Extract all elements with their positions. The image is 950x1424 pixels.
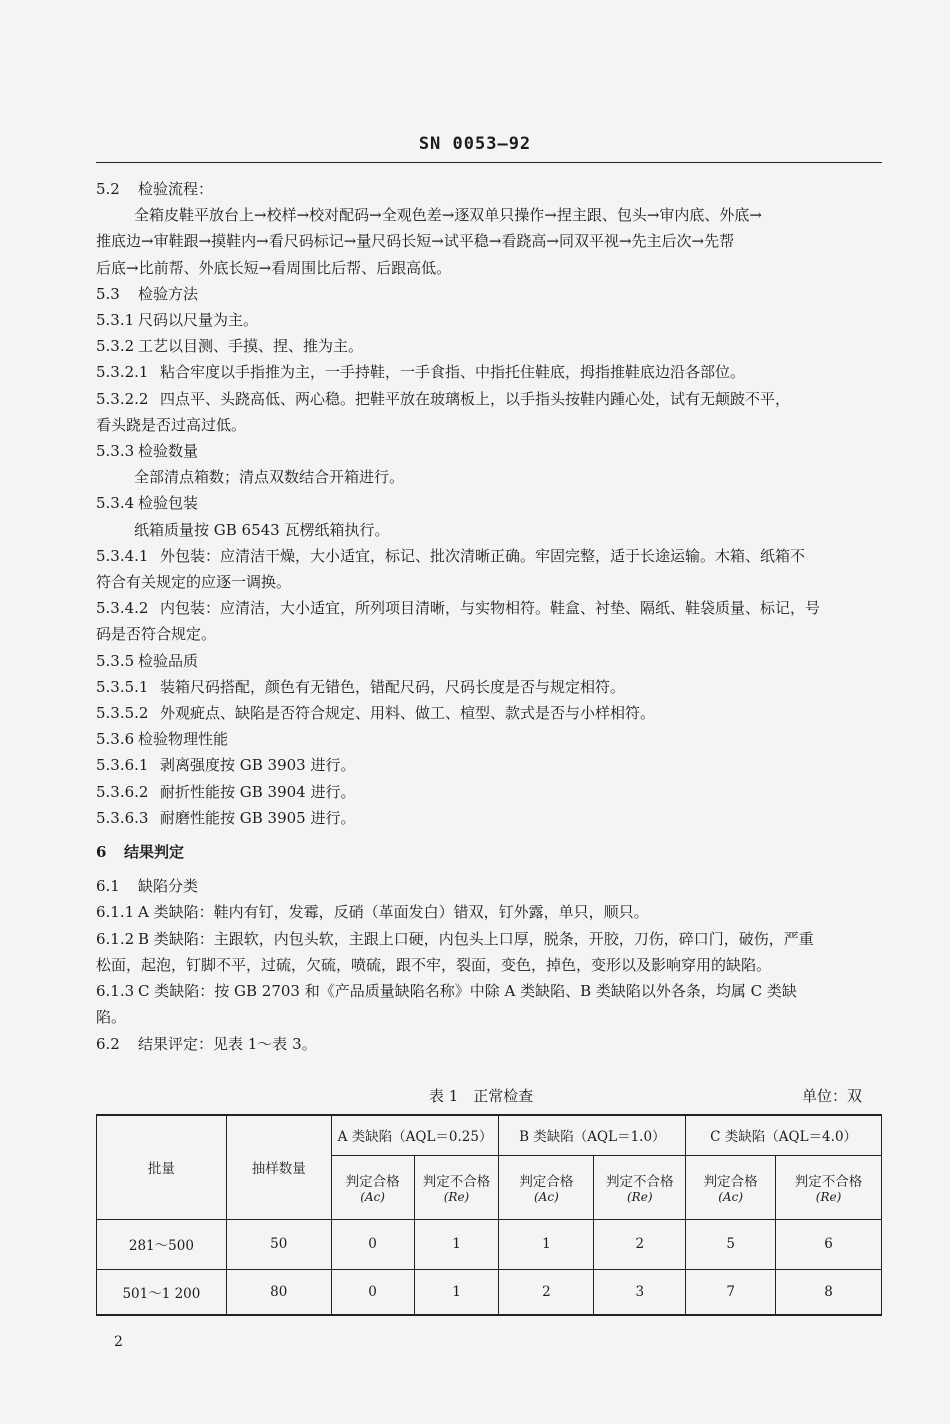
header-reject: 判定不合格 (Re) [414,1155,499,1219]
section-5-3-5: 5.3.5 检验品质 [96,651,199,670]
cell-a-ac: 0 [331,1269,414,1315]
section-5-3-2-1: 5.3.2.1 粘合牢度以手指推为主，一手持鞋，一手食指、中指托住鞋底，拇指推鞋底边沿各部位。 [96,363,746,382]
section-5-3-4: 5.3.4 检验包装 [96,494,199,513]
paragraph-line: 陷。 [96,1008,127,1027]
paragraph-line: 全箱皮鞋平放台上→校样→校对配码→全观色差→逐双单只操作→捏主跟、包头→审内底、外底→ [134,206,762,225]
table-caption [96,1085,882,1109]
table-title: 表 1 正常检查 [429,1087,534,1105]
section-6-1-1: 6.1.1 A 类缺陷：鞋内有钉，发霉，反硝（革面发白）错双，钉外露，单只，顺只。 [96,903,649,922]
cell-b-re: 3 [594,1269,686,1315]
cell-c-re: 8 [776,1269,882,1315]
section-5-3-6-2: 5.3.6.2 耐折性能按 GB 3904 进行。 [96,782,356,801]
section-5-3-5-1: 5.3.5.1 装箱尺码搭配，颜色有无错色，错配尺码，尺码长度是否与规定相符。 [96,677,626,696]
section-5-3-3: 5.3.3 检验数量 [96,442,199,461]
section-5-3-6: 5.3.6 检验物理性能 [96,730,229,749]
section-5-2: 5.2 检验流程： [96,180,214,198]
paragraph-line: 推底边→审鞋跟→摸鞋内→看尺码标记→量尺码长短→试平稳→看跷高→同双平视→先主后次→先帮 [96,232,735,251]
document-body [96,176,886,1057]
header-sample: 抽样数量 [226,1115,331,1219]
section-6-1: 6.1 缺陷分类 [96,877,199,896]
cell-b-re: 2 [594,1219,686,1269]
paragraph-line: 全部清点箱数；清点双数结合开箱进行。 [134,468,405,487]
section-6-1-2: 6.1.2 B 类缺陷：主跟软，内包头软，主跟上口硬，内包头上口厚，脱条，开胶，刀伤，碎口门，破伤，严重 [96,929,814,948]
section-6-2: 6.2 结果评定：见表 1～表 3。 [96,1034,317,1053]
section-5-3-2-2: 5.3.2.2 四点平、头跷高低、两心稳。把鞋平放在玻璃板上，以手指头按鞋内踵心处，试有无颠跛不平， [96,389,791,408]
cell-batch: 501～1 200 [97,1269,227,1315]
table-unit: 单位：双 [801,1087,862,1105]
page-number: 2 [114,1334,123,1350]
header-accept: 判定合格 (Ac) [686,1155,776,1219]
section-5-3: 5.3 检验方法 [96,284,199,303]
header-rule [96,162,882,163]
table-header-row [97,1115,882,1155]
cell-c-ac: 7 [686,1269,776,1315]
header-group-c: C 类缺陷（AQL＝4.0） [686,1115,882,1155]
section-5-3-4-1: 5.3.4.1 外包装：应清洁干燥，大小适宜，标记、批次清晰正确。牢固完整，适于长途运输。木箱、纸箱不 [96,546,806,565]
section-5-3-1: 5.3.1 尺码以尺量为主。 [96,311,259,330]
table-row [97,1269,882,1315]
section-5-3-6-3: 5.3.6.3 耐磨性能按 GB 3905 进行。 [96,808,356,827]
inspection-table [96,1114,882,1316]
header-accept: 判定合格 (Ac) [331,1155,414,1219]
paragraph-line: 纸箱质量按 GB 6543 瓦楞纸箱执行。 [134,520,390,539]
cell-sample: 80 [226,1269,331,1315]
section-5-3-2: 5.3.2 工艺以目测、手摸、捏、推为主。 [96,337,364,356]
table-row [97,1219,882,1269]
header-group-a: A 类缺陷（AQL＝0.25） [331,1115,499,1155]
cell-a-ac: 0 [331,1219,414,1269]
section-5-3-6-1: 5.3.6.1 剥离强度按 GB 3903 进行。 [96,756,356,775]
header-reject: 判定不合格 (Re) [594,1155,686,1219]
header-batch: 批量 [97,1115,227,1219]
header-group-b: B 类缺陷（AQL＝1.0） [499,1115,686,1155]
paragraph-line: 看头跷是否过高过低。 [96,415,247,434]
paragraph-line: 后底→比前帮、外底长短→看周围比后帮、后跟高低。 [96,258,452,277]
paragraph-line: 码是否符合规定。 [96,625,217,644]
header-accept: 判定合格 (Ac) [499,1155,594,1219]
section-6-heading: 6 结果判定 [96,843,185,862]
paragraph-line: 松面，起泡，钉脚不平，过硫，欠硫，喷硫，跟不牢，裂面，变色，掉色，变形以及影响穿用的缺陷。 [96,955,772,974]
cell-batch: 281～500 [97,1219,227,1269]
section-5-3-5-2: 5.3.5.2 外观疵点、缺陷是否符合规定、用料、做工、楦型、款式是否与小样相符。 [96,704,656,723]
header-reject: 判定不合格 (Re) [776,1155,882,1219]
standard-code-header: SN 0053—92 [418,134,532,154]
section-5-3-4-2: 5.3.4.2 内包装：应清洁，大小适宜，所列项目清晰，与实物相符。鞋盒、衬垫、隔纸、鞋袋质量、标记，号 [96,599,821,618]
cell-c-re: 6 [776,1219,882,1269]
cell-c-ac: 5 [686,1219,776,1269]
paragraph-line: 符合有关规定的应逐一调换。 [96,573,292,592]
cell-a-re: 1 [414,1219,499,1269]
section-6-1-3: 6.1.3 C 类缺陷：按 GB 2703 和《产品质量缺陷名称》中除 A 类缺陷、B 类缺陷以外各条，均属 C 类缺 [96,982,797,1001]
cell-b-ac: 1 [499,1219,594,1269]
cell-b-ac: 2 [499,1269,594,1315]
cell-sample: 50 [226,1219,331,1269]
cell-a-re: 1 [414,1269,499,1315]
